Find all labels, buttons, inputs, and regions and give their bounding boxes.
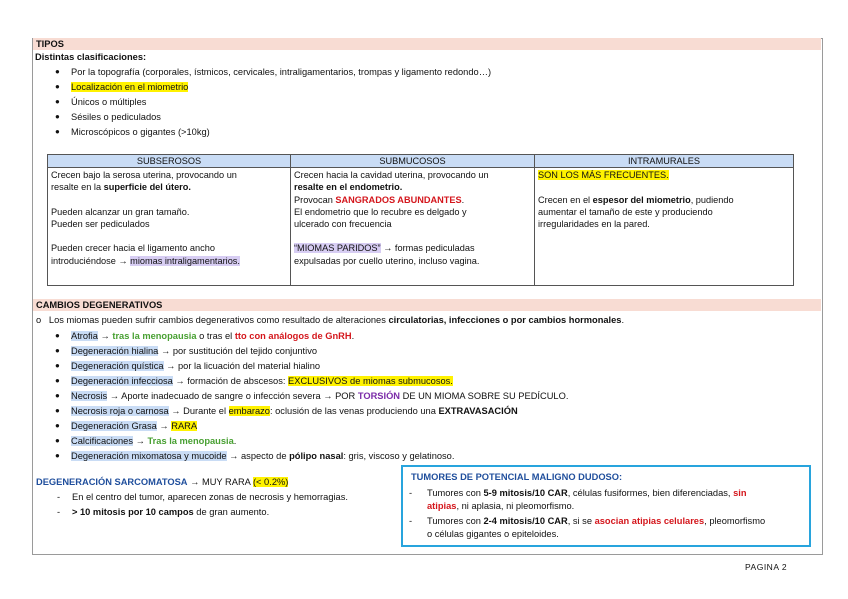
bullet-icon: ● <box>55 82 60 91</box>
list-item: Únicos o múltiples <box>71 97 147 107</box>
list-item: Degeneración mixomatosa y mucoide → aspecto de pólipo nasal: gris, viscoso y gelatinoso. <box>71 451 455 461</box>
table-cell-intramurales: SON LOS MÁS FRECUENTES. Crecen en el espesor del miometrio, pudiendo aumentar el tamaño de este y produciendo irregularidades en la pared. <box>535 168 794 286</box>
tumores-box <box>401 465 811 547</box>
bullet-icon: ● <box>55 97 60 106</box>
bullet-icon: ● <box>55 451 60 460</box>
bullet-icon: ● <box>55 346 60 355</box>
bullet-icon: ● <box>55 391 60 400</box>
list-item: Sésiles o pediculados <box>71 112 161 122</box>
list-item-cont: o células gigantes o epiteloides. <box>427 529 559 539</box>
list-item: Localización en el miometrio <box>71 82 189 92</box>
degen-intro: o Los miomas pueden sufrir cambios degenerativos como resultado de alteraciones circulatorias, infecciones o por cambios hormonales. <box>36 315 625 325</box>
list-item-cont: atipias, ni aplasia, ni pleomorfismo. <box>427 501 575 511</box>
list-item: Necrosis roja o carnosa → Durante el embarazo: oclusión de las venas produciendo una EXTRAVASACIÓN <box>71 406 518 416</box>
table-header-intramurales: INTRAMURALES <box>535 155 794 168</box>
dash-icon: - <box>409 488 413 498</box>
list-item: Degeneración quística → por la licuación del material hialino <box>71 361 321 371</box>
table-header-submucosos: SUBMUCOSOS <box>291 155 535 168</box>
bullet-icon: ● <box>55 421 60 430</box>
bullet-icon: ● <box>55 361 60 370</box>
list-item: Degeneración hialina → por sustitución del tejido conjuntivo <box>71 346 318 356</box>
bullet-icon: ● <box>55 436 60 445</box>
table-cell-subserosos: Crecen bajo la serosa uterina, provocando un resalte en la superficie del útero. Pueden alcanzar un gran tamaño. Pueden ser pediculados Pueden crecer hacia el ligamento ancho introduciéndose → miomas intraligamentarios. <box>48 168 291 286</box>
bullet-icon: ● <box>55 331 60 340</box>
table-cell-submucosos: Crecen hacia la cavidad uterina, provocando un resalte en el endometrio. Provocan SANGRADOS ABUNDANTES. El endometrio que lo recubre es delgado y ulcerado con frecuencia “MIOMAS PARIDOS” → formas pediculadas expulsadas por cuello uterino, incluso vagina. <box>291 168 535 286</box>
list-item: Calcificaciones → Tras la menopausia. <box>71 436 237 446</box>
table-header-subserosos: SUBSEROSOS <box>48 155 291 168</box>
list-item: En el centro del tumor, aparecen zonas de necrosis y hemorragias. <box>72 492 348 502</box>
list-item: > 10 mitosis por 10 campos de gran aumento. <box>72 507 270 517</box>
list-item: Necrosis → Aporte inadecuado de sangre o infección severa → POR TORSIÓN DE UN MIOMA SOBRE SU PEDÍCULO. <box>71 391 569 401</box>
dash-icon: - <box>409 516 413 526</box>
list-item: Microscópicos o gigantes (>10kg) <box>71 127 210 137</box>
page-number: PAGINA 2 <box>745 562 788 572</box>
list-item: Degeneración infecciosa → formación de abscesos: EXCLUSIVOS de miomas submucosos. <box>71 376 453 386</box>
bullet-icon: ● <box>55 112 60 121</box>
dash-icon: - <box>57 507 61 517</box>
bullet-icon: ● <box>55 376 60 385</box>
list-item: Tumores con 5-9 mitosis/10 CAR, células fusiformes, bien diferenciadas, sin <box>427 488 747 498</box>
sarcoma-title: DEGENERACIÓN SARCOMATOSA → MUY RARA (< 0.2%) <box>36 477 289 487</box>
bullet-icon: ● <box>55 67 60 76</box>
list-item: Atrofia → tras la menopausia o tras el tto con análogos de GnRH. <box>71 331 355 341</box>
list-item: Por la topografía (corporales, ístmicos, cervicales, intraligamentarios, trompas y ligamento redondo…) <box>71 67 492 77</box>
section-header-tipos: TIPOS <box>33 38 821 50</box>
box-title: TUMORES DE POTENCIAL MALIGNO DUDOSO: <box>411 472 623 482</box>
tipos-table <box>47 154 794 286</box>
dash-icon: - <box>57 492 61 502</box>
circle-bullet-icon: o <box>36 315 49 325</box>
list-item: Degeneración Grasa → RARA <box>71 421 198 431</box>
tipos-subtitle: Distintas clasificaciones: <box>35 52 147 62</box>
section-header-degenerativos: CAMBIOS DEGENERATIVOS <box>33 299 821 311</box>
bullet-icon: ● <box>55 127 60 136</box>
bullet-icon: ● <box>55 406 60 415</box>
list-item: Tumores con 2-4 mitosis/10 CAR, si se asocian atipias celulares, pleomorfismo <box>427 516 766 526</box>
